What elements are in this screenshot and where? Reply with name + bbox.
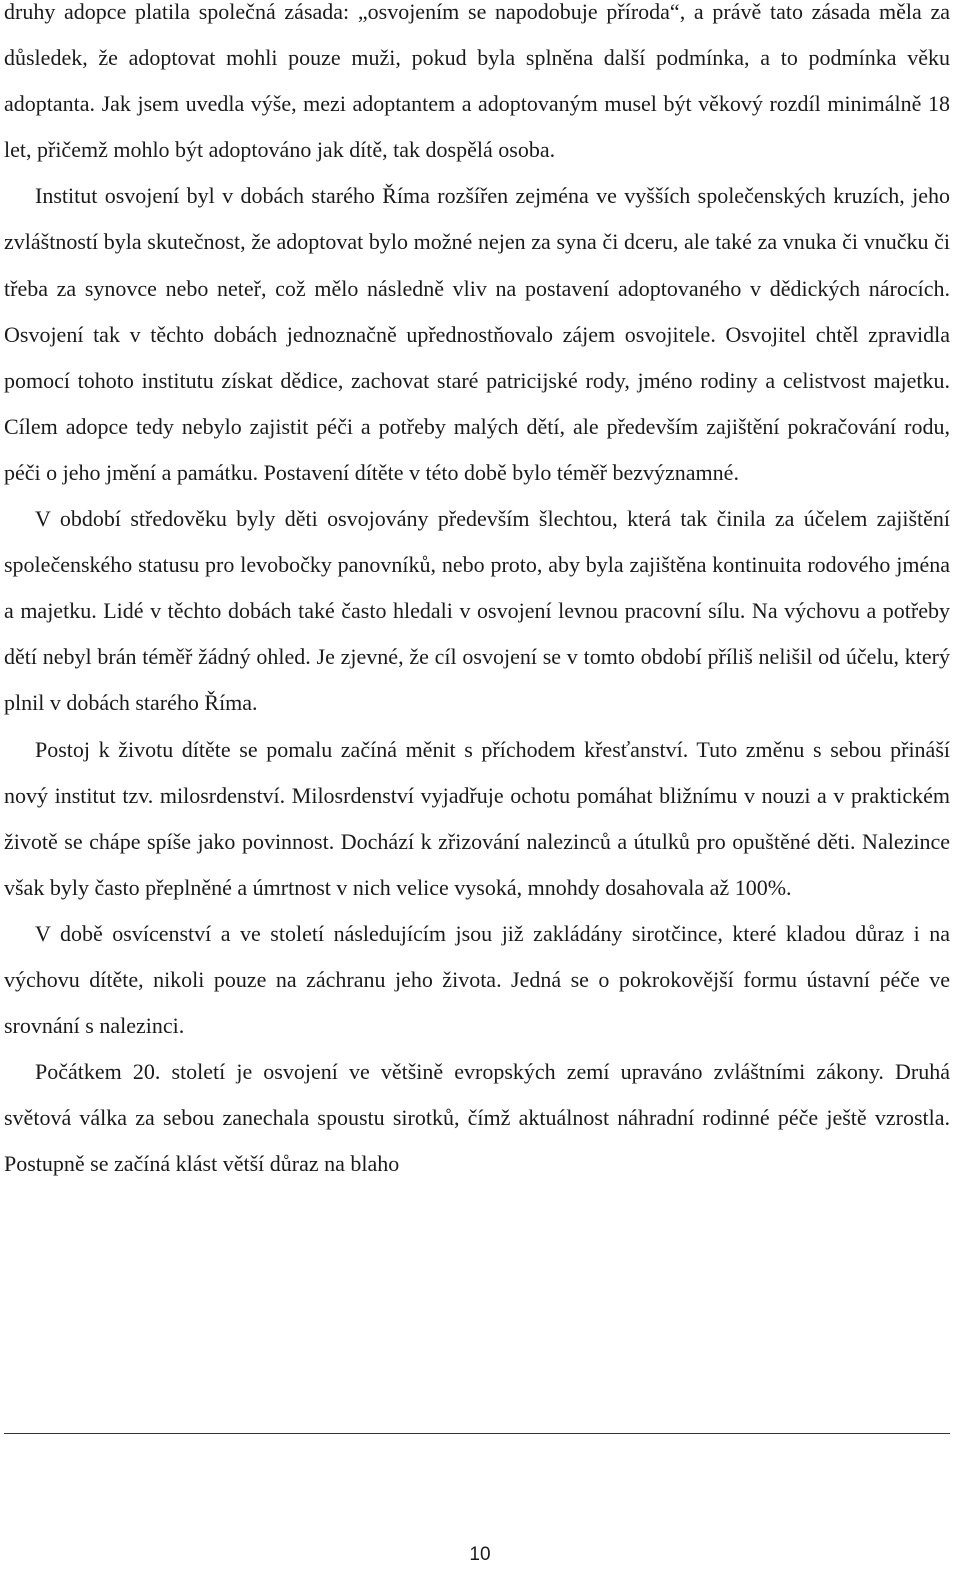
paragraph-middle-ages: V období středověku byly děti osvojovány především šlechtou, která tak činila za účelem zajištění společenského statusu pro levobočky panovníků, nebo proto, aby byla zajištěna kontinuita rodového jména a majetku. Lidé v těchto dobách také často hledali v osvojení levnou pracovní sílu. Na výchovu a potřeby dětí nebyl brán téměř žádný ohled. Je zjevné, že cíl osvojení se v tomto období příliš nelišil od účelu, který plnil v dobách starého Říma. <box>4 506 950 716</box>
paragraph-christianity: Postoj k životu dítěte se pomalu začíná měnit s příchodem křesťanství. Tuto změnu s sebou přináší nový institut tzv. milosrdenství. Milosrdenství vyjadřuje ochotu pomáhat bližnímu v nouzi a v praktickém životě se chápe spíše jako povinnost. Dochází k zřizování nalezinců a útulků pro opuštěné děti. Nalezince však byly často přeplněné a úmrtnost v nich velice vysoká, mnohdy dosahovala až 100%. <box>4 736 950 900</box>
footnote-divider <box>4 1433 950 1434</box>
paragraph-twentieth-century: Počátkem 20. století je osvojení ve většině evropských zemí upraváno zvláštními zákony. Druhá světová válka za sebou zanechala spoustu sirotků, čímž aktuálnost náhradní rodinné péče ještě vzrostla. Postupně se začíná klást větší důraz na blaho <box>4 1059 950 1177</box>
document-body <box>4 0 950 1187</box>
paragraph-ancient-rome: Institut osvojení byl v dobách starého Říma rozšířen zejména ve vyšších společenských kruzích, jeho zvláštností byla skutečnost, že adoptovat bylo možné nejen za syna či dceru, ale také za vnuka či vnučku či třeba za synovce nebo neteř, což mělo následně vliv na postavení adoptovaného v dědických nárocích. Osvojení tak v těchto dobách jednoznačně upřednostňovalo zájem osvojitele. Osvojitel chtěl zpravidla pomocí tohoto institutu získat dědice, zachovat staré patricijské rody, jméno rodiny a celistvost majetku. Cílem adopce tedy nebylo zajistit péči a potřeby malých dětí, ale především zajištění pokračování rodu, péči o jeho jmění a památku. Postavení dítěte v této době bylo téměř bezvýznamné. <box>4 183 950 485</box>
paragraph-enlightenment: V době osvícenství a ve století následujícím jsou již zakládány sirotčince, které kladou důraz i na výchovu dítěte, nikoli pouze na záchranu jeho života. Jedná se o pokrokovější formu ústavní péče ve srovnání s nalezinci. <box>4 920 950 1039</box>
paragraph-continuation: druhy adopce platila společná zásada: „osvojením se napodobuje příroda“, a právě tato zásada měla za důsledek, že adoptovat mohli pouze muži, pokud byla splněna další podmínka, a to podmínka věku adoptanta. Jak jsem uvedla výše, mezi adoptantem a adoptovaným musel být věkový rozdíl minimálně 18 let, přičemž mohlo být adoptováno jak dítě, tak dospělá osoba. <box>4 0 950 163</box>
page-number: 10 <box>469 1544 491 1565</box>
